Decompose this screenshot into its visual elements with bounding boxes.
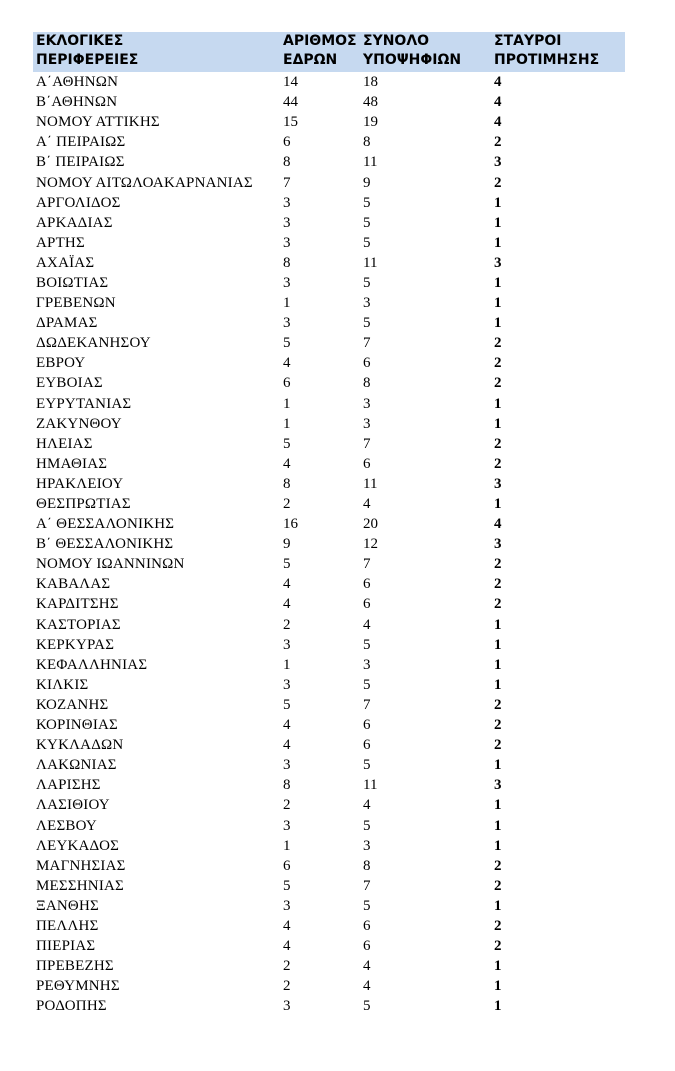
preference-crosses: 2 xyxy=(494,556,502,573)
header-candidates-line2: ΥΠΟΨΗΦΙΩΝ xyxy=(363,52,462,68)
preference-crosses: 1 xyxy=(494,415,502,432)
table-row xyxy=(33,92,625,112)
seats-count: 1 xyxy=(283,656,291,673)
candidates-count: 11 xyxy=(363,777,378,794)
seats-count: 4 xyxy=(283,355,291,372)
constituency-name: Α΄ ΠΕΙΡΑΙΩΣ xyxy=(36,134,126,151)
seats-count: 3 xyxy=(283,194,291,211)
table-row xyxy=(33,655,625,675)
header-constituencies-line1: ΕΚΛΟΓΙΚΕΣ xyxy=(36,33,124,49)
constituency-name: ΚΥΚΛΑΔΩΝ xyxy=(36,737,124,754)
preference-crosses: 2 xyxy=(494,857,502,874)
seats-count: 4 xyxy=(283,737,291,754)
candidates-count: 6 xyxy=(363,717,371,734)
preference-crosses: 1 xyxy=(494,496,502,513)
seats-count: 3 xyxy=(283,274,291,291)
seats-count: 5 xyxy=(283,556,291,573)
candidates-count: 7 xyxy=(363,696,371,713)
table-row xyxy=(33,233,625,253)
preference-crosses: 2 xyxy=(494,737,502,754)
header-seats-line1: ΑΡΙΘΜΟΣ xyxy=(283,33,357,49)
candidates-count: 8 xyxy=(363,375,371,392)
table-row xyxy=(33,213,625,233)
table-row xyxy=(33,193,625,213)
constituency-name: ΚΑΡΔΙΤΣΗΣ xyxy=(36,596,119,613)
table-row xyxy=(33,454,625,474)
seats-count: 4 xyxy=(283,455,291,472)
seats-count: 8 xyxy=(283,475,291,492)
constituency-name: ΑΡΓΟΛΙΔΟΣ xyxy=(36,194,121,211)
preference-crosses: 1 xyxy=(494,315,502,332)
preference-crosses: 1 xyxy=(494,636,502,653)
table-body xyxy=(33,72,625,1016)
candidates-count: 6 xyxy=(363,938,371,955)
preference-crosses: 2 xyxy=(494,596,502,613)
constituency-name: ΝΟΜΟΥ ΙΩΑΝΝΙΝΩΝ xyxy=(36,556,185,573)
constituency-name: ΗΛΕΙΑΣ xyxy=(36,435,93,452)
preference-crosses: 2 xyxy=(494,174,502,191)
preference-crosses: 2 xyxy=(494,938,502,955)
header-preference-crosses-line1: ΣΤΑΥΡΟΙ xyxy=(494,33,562,49)
candidates-count: 4 xyxy=(363,616,371,633)
table-row xyxy=(33,474,625,494)
table-row xyxy=(33,574,625,594)
candidates-count: 12 xyxy=(363,536,378,553)
candidates-count: 3 xyxy=(363,837,371,854)
preference-crosses: 1 xyxy=(494,757,502,774)
seats-count: 4 xyxy=(283,596,291,613)
candidates-count: 9 xyxy=(363,174,371,191)
candidates-count: 5 xyxy=(363,194,371,211)
candidates-count: 5 xyxy=(363,897,371,914)
table-row xyxy=(33,735,625,755)
seats-count: 3 xyxy=(283,214,291,231)
candidates-count: 6 xyxy=(363,737,371,754)
seats-count: 5 xyxy=(283,335,291,352)
constituency-name: ΞΑΝΘΗΣ xyxy=(36,897,99,914)
constituency-name: ΛΑΚΩΝΙΑΣ xyxy=(36,757,117,774)
table-row xyxy=(33,936,625,956)
constituency-name: ΚΑΣΤΟΡΙΑΣ xyxy=(36,616,121,633)
constituency-name: ΓΡΕΒΕΝΩΝ xyxy=(36,295,116,312)
constituency-name: Β΄ ΘΕΣΣΑΛΟΝΙΚΗΣ xyxy=(36,536,174,553)
seats-count: 2 xyxy=(283,616,291,633)
seats-count: 4 xyxy=(283,576,291,593)
seats-count: 3 xyxy=(283,676,291,693)
constituency-name: ΗΜΑΘΙΑΣ xyxy=(36,455,108,472)
seats-count: 3 xyxy=(283,817,291,834)
seats-count: 1 xyxy=(283,295,291,312)
preference-crosses: 1 xyxy=(494,978,502,995)
preference-crosses: 4 xyxy=(494,74,502,91)
constituency-name: ΒΟΙΩΤΙΑΣ xyxy=(36,274,109,291)
candidates-count: 6 xyxy=(363,355,371,372)
constituency-table xyxy=(33,32,625,1016)
preference-crosses: 3 xyxy=(494,777,502,794)
seats-count: 3 xyxy=(283,998,291,1015)
candidates-count: 3 xyxy=(363,395,371,412)
candidates-count: 48 xyxy=(363,94,378,111)
constituency-name: ΝΟΜΟΥ ΑΙΤΩΛΟΑΚΑΡΝΑΝΙΑΣ xyxy=(36,174,253,191)
candidates-count: 4 xyxy=(363,958,371,975)
constituency-name: ΘΕΣΠΡΩΤΙΑΣ xyxy=(36,496,131,513)
table-row xyxy=(33,313,625,333)
candidates-count: 5 xyxy=(363,817,371,834)
candidates-count: 6 xyxy=(363,596,371,613)
seats-count: 3 xyxy=(283,234,291,251)
table-row xyxy=(33,132,625,152)
seats-count: 3 xyxy=(283,315,291,332)
constituency-name: ΕΒΡΟΥ xyxy=(36,355,86,372)
preference-crosses: 1 xyxy=(494,797,502,814)
table-row xyxy=(33,293,625,313)
header-candidates-line1: ΣΥΝΟΛΟ xyxy=(363,33,430,49)
candidates-count: 6 xyxy=(363,917,371,934)
candidates-count: 5 xyxy=(363,676,371,693)
header-seats xyxy=(280,32,360,72)
constituency-name: ΔΩΔΕΚΑΝΗΣΟΥ xyxy=(36,335,151,352)
seats-count: 2 xyxy=(283,958,291,975)
candidates-count: 7 xyxy=(363,335,371,352)
preference-crosses: 1 xyxy=(494,295,502,312)
preference-crosses: 3 xyxy=(494,536,502,553)
candidates-count: 8 xyxy=(363,857,371,874)
seats-count: 4 xyxy=(283,917,291,934)
seats-count: 2 xyxy=(283,797,291,814)
preference-crosses: 3 xyxy=(494,254,502,271)
table-row xyxy=(33,554,625,574)
seats-count: 7 xyxy=(283,174,291,191)
constituency-name: ΠΡΕΒΕΖΗΣ xyxy=(36,958,114,975)
table-row xyxy=(33,996,625,1016)
seats-count: 8 xyxy=(283,254,291,271)
table-row xyxy=(33,353,625,373)
table-row xyxy=(33,112,625,132)
preference-crosses: 2 xyxy=(494,917,502,934)
table-row xyxy=(33,956,625,976)
constituency-name: ΛΕΥΚΑΔΟΣ xyxy=(36,837,120,854)
table-row xyxy=(33,976,625,996)
candidates-count: 5 xyxy=(363,998,371,1015)
table-row xyxy=(33,615,625,635)
seats-count: 1 xyxy=(283,837,291,854)
preference-crosses: 1 xyxy=(494,998,502,1015)
table-row xyxy=(33,534,625,554)
candidates-count: 6 xyxy=(363,455,371,472)
preference-crosses: 2 xyxy=(494,877,502,894)
preference-crosses: 2 xyxy=(494,335,502,352)
preference-crosses: 1 xyxy=(494,616,502,633)
table-row xyxy=(33,675,625,695)
header-preference-crosses-line2: ΠΡΟΤΙΜΗΣΗΣ xyxy=(494,52,600,68)
seats-count: 6 xyxy=(283,857,291,874)
seats-count: 6 xyxy=(283,134,291,151)
seats-count: 8 xyxy=(283,777,291,794)
table-row xyxy=(33,916,625,936)
table-row xyxy=(33,373,625,393)
candidates-count: 3 xyxy=(363,415,371,432)
candidates-count: 5 xyxy=(363,636,371,653)
table-row xyxy=(33,695,625,715)
seats-count: 16 xyxy=(283,516,298,533)
seats-count: 3 xyxy=(283,757,291,774)
candidates-count: 7 xyxy=(363,435,371,452)
constituency-name: ΜΕΣΣΗΝΙΑΣ xyxy=(36,877,124,894)
constituency-name: ΠΕΛΛΗΣ xyxy=(36,917,99,934)
table-row xyxy=(33,836,625,856)
candidates-count: 18 xyxy=(363,74,378,91)
seats-count: 14 xyxy=(283,74,298,91)
constituency-name: ΕΥΒΟΙΑΣ xyxy=(36,375,103,392)
seats-count: 5 xyxy=(283,435,291,452)
seats-count: 1 xyxy=(283,395,291,412)
preference-crosses: 1 xyxy=(494,194,502,211)
candidates-count: 11 xyxy=(363,154,378,171)
seats-count: 44 xyxy=(283,94,298,111)
seats-count: 3 xyxy=(283,636,291,653)
preference-crosses: 2 xyxy=(494,696,502,713)
candidates-count: 5 xyxy=(363,315,371,332)
seats-count: 2 xyxy=(283,496,291,513)
table-row xyxy=(33,414,625,434)
seats-count: 6 xyxy=(283,375,291,392)
table-row xyxy=(33,514,625,534)
constituency-name: ΠΙΕΡΙΑΣ xyxy=(36,938,96,955)
preference-crosses: 4 xyxy=(494,516,502,533)
table-row xyxy=(33,594,625,614)
table-row xyxy=(33,795,625,815)
candidates-count: 11 xyxy=(363,254,378,271)
constituency-name: ΗΡΑΚΛΕΙΟΥ xyxy=(36,475,124,492)
seats-count: 5 xyxy=(283,877,291,894)
table-row xyxy=(33,815,625,835)
preference-crosses: 2 xyxy=(494,134,502,151)
table-row xyxy=(33,273,625,293)
constituency-name: ΛΕΣΒΟΥ xyxy=(36,817,97,834)
candidates-count: 6 xyxy=(363,576,371,593)
preference-crosses: 1 xyxy=(494,274,502,291)
table-row xyxy=(33,876,625,896)
seats-count: 3 xyxy=(283,897,291,914)
constituency-name: ΑΧΑΪΑΣ xyxy=(36,254,95,271)
table-row xyxy=(33,172,625,192)
preference-crosses: 1 xyxy=(494,897,502,914)
constituency-name: ΚΕΡΚΥΡΑΣ xyxy=(36,636,115,653)
constituency-name: ΛΑΣΙΘΙΟΥ xyxy=(36,797,110,814)
constituency-name: Α΄ ΘΕΣΣΑΛΟΝΙΚΗΣ xyxy=(36,516,175,533)
candidates-count: 7 xyxy=(363,877,371,894)
candidates-count: 3 xyxy=(363,295,371,312)
table-header xyxy=(33,32,625,72)
candidates-count: 4 xyxy=(363,496,371,513)
constituency-name: ΚΑΒΑΛΑΣ xyxy=(36,576,111,593)
preference-crosses: 4 xyxy=(494,94,502,111)
seats-count: 4 xyxy=(283,938,291,955)
candidates-count: 7 xyxy=(363,556,371,573)
candidates-count: 5 xyxy=(363,234,371,251)
candidates-count: 8 xyxy=(363,134,371,151)
table-row xyxy=(33,394,625,414)
table-row xyxy=(33,72,625,92)
preference-crosses: 2 xyxy=(494,455,502,472)
table-row xyxy=(33,152,625,172)
constituency-name: ΚΟΡΙΝΘΙΑΣ xyxy=(36,717,118,734)
seats-count: 5 xyxy=(283,696,291,713)
preference-crosses: 1 xyxy=(494,676,502,693)
table-row xyxy=(33,715,625,735)
preference-crosses: 3 xyxy=(494,154,502,171)
preference-crosses: 2 xyxy=(494,375,502,392)
constituency-name: Β΄ ΠΕΙΡΑΙΩΣ xyxy=(36,154,125,171)
seats-count: 1 xyxy=(283,415,291,432)
seats-count: 8 xyxy=(283,154,291,171)
seats-count: 2 xyxy=(283,978,291,995)
header-constituencies xyxy=(33,32,280,72)
candidates-count: 4 xyxy=(363,797,371,814)
table-row xyxy=(33,333,625,353)
candidates-count: 5 xyxy=(363,214,371,231)
table-row xyxy=(33,856,625,876)
constituency-name: ΑΡΚΑΔΙΑΣ xyxy=(36,214,113,231)
constituency-name: ΑΡΤΗΣ xyxy=(36,234,85,251)
constituency-name: Β΄ΑΘΗΝΩΝ xyxy=(36,94,118,111)
candidates-count: 5 xyxy=(363,274,371,291)
preference-crosses: 2 xyxy=(494,435,502,452)
header-constituencies-line2: ΠΕΡΙΦΕΡΕΙΕΣ xyxy=(36,52,139,68)
constituency-name: ΚΕΦΑΛΛΗΝΙΑΣ xyxy=(36,656,148,673)
constituency-name: ΡΟΔΟΠΗΣ xyxy=(36,998,107,1015)
table-row xyxy=(33,896,625,916)
table-row xyxy=(33,494,625,514)
constituency-name: ΔΡΑΜΑΣ xyxy=(36,315,98,332)
candidates-count: 11 xyxy=(363,475,378,492)
preference-crosses: 3 xyxy=(494,475,502,492)
header-candidates xyxy=(360,32,491,72)
table-row xyxy=(33,775,625,795)
constituency-name: ΝΟΜΟΥ ΑΤΤΙΚΗΣ xyxy=(36,114,160,131)
constituency-name: ΜΑΓΝΗΣΙΑΣ xyxy=(36,857,126,874)
preference-crosses: 1 xyxy=(494,837,502,854)
candidates-count: 3 xyxy=(363,656,371,673)
candidates-count: 19 xyxy=(363,114,378,131)
preference-crosses: 2 xyxy=(494,717,502,734)
table-row xyxy=(33,755,625,775)
preference-crosses: 1 xyxy=(494,234,502,251)
preference-crosses: 1 xyxy=(494,656,502,673)
constituency-name: Α΄ΑΘΗΝΩΝ xyxy=(36,74,119,91)
constituency-name: ΚΟΖΑΝΗΣ xyxy=(36,696,109,713)
preference-crosses: 1 xyxy=(494,395,502,412)
constituency-name: ΚΙΛΚΙΣ xyxy=(36,676,89,693)
preference-crosses: 2 xyxy=(494,576,502,593)
seats-count: 9 xyxy=(283,536,291,553)
seats-count: 4 xyxy=(283,717,291,734)
candidates-count: 5 xyxy=(363,757,371,774)
preference-crosses: 1 xyxy=(494,817,502,834)
preference-crosses: 4 xyxy=(494,114,502,131)
header-preference-crosses xyxy=(491,32,625,72)
preference-crosses: 1 xyxy=(494,958,502,975)
header-seats-line2: ΕΔΡΩΝ xyxy=(283,52,338,68)
constituency-name: ΡΕΘΥΜΝΗΣ xyxy=(36,978,120,995)
table-row xyxy=(33,434,625,454)
constituency-name: ΛΑΡΙΣΗΣ xyxy=(36,777,101,794)
constituency-name: ΕΥΡΥΤΑΝΙΑΣ xyxy=(36,395,132,412)
table-row xyxy=(33,253,625,273)
constituency-name: ΖΑΚΥΝΘΟΥ xyxy=(36,415,122,432)
candidates-count: 4 xyxy=(363,978,371,995)
candidates-count: 20 xyxy=(363,516,378,533)
preference-crosses: 2 xyxy=(494,355,502,372)
table-row xyxy=(33,635,625,655)
preference-crosses: 1 xyxy=(494,214,502,231)
seats-count: 15 xyxy=(283,114,298,131)
